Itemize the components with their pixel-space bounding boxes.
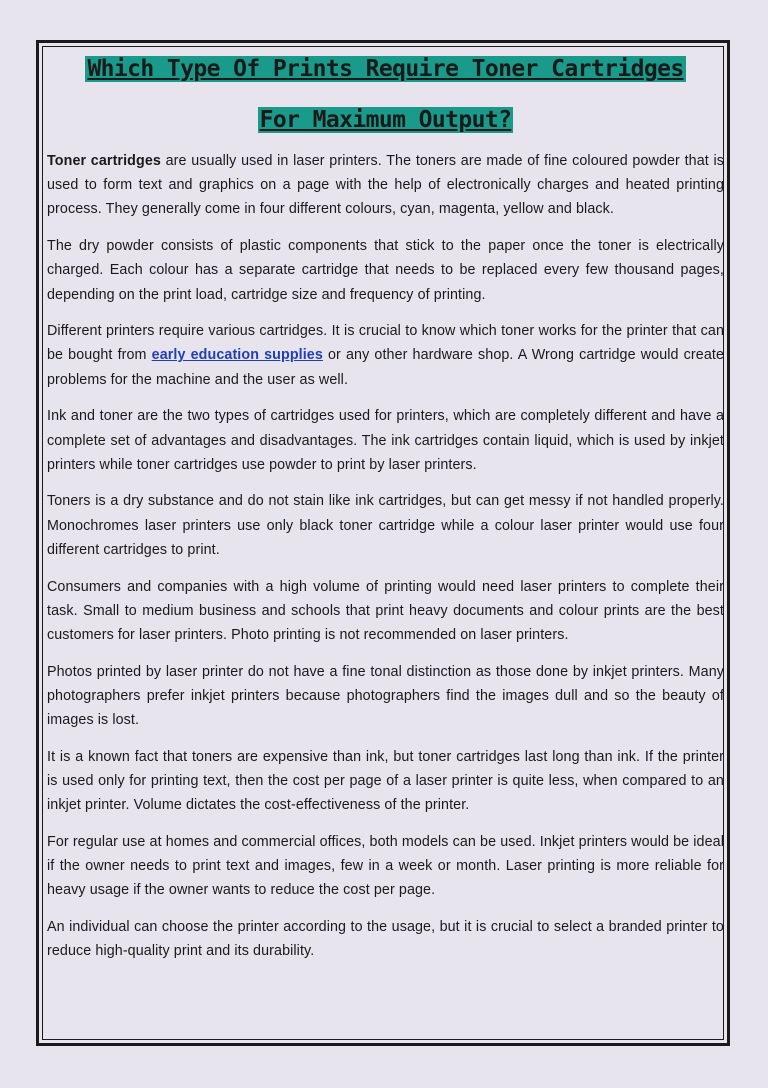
paragraph-6: Consumers and companies with a high volume of printing would need laser printers to complete their task. Small to medium business and schools that print heavy documents and colour prints are the best customers for laser printers. Photo printing is not recommended on laser printers. <box>47 578 724 643</box>
paragraph-10: An individual can choose the printer according to the usage, but it is crucial to select a branded printer to reduce high-quality print and its durability. <box>47 918 724 960</box>
paragraph-4: Ink and toner are the two types of cartridges used for printers, which are completely different and have a complete set of advantages and disadvantages. The ink cartridges contain liquid, which is used by inkjet printers while toner cartridges use powder to print by laser printers. <box>47 408 724 473</box>
paragraph-2: The dry powder consists of plastic components that stick to the paper once the toner is electrically charged. Each colour has a separate cartridge that needs to be replaced every few thousand pages, depending on the print load, cartridge size and frequency of printing. <box>47 238 724 303</box>
paragraph-7: Photos printed by laser printer do not have a fine tonal distinction as those done by inkjet printers. Many photographers prefer inkjet printers because photographers find the images dull and so the beauty of images is lost. <box>47 663 724 729</box>
title-text-2: For Maximum Output? <box>259 107 512 133</box>
paragraph-3-before: Different printers require various cartridges. It is crucial to know which toner works for the printer that can be bought from <box>47 323 724 364</box>
paragraph-1 <box>47 149 724 222</box>
paragraph-9: For regular use at homes and commercial offices, both models can be used. Inkjet printers would be ideal if the owner needs to print text and images, few in a week or month. Laser printing is more reliable for heavy usage if the owner wants to reduce the cost per page. <box>47 833 724 899</box>
paragraph-1-text: are usually used in laser printers. The toners are made of fine coloured powder that is used to form text and graphics on a page with the help of electronically charges and heated printing process. They generally come in four different colours, cyan, magenta, yellow and black. <box>47 153 725 218</box>
paragraph-3 <box>47 319 724 392</box>
document-body <box>47 44 724 963</box>
paragraph-3-after: or any other hardware shop. A Wrong cartridge would create problems for the machine and the user as well. <box>47 347 724 388</box>
early-education-supplies-link[interactable]: early education supplies <box>151 347 323 364</box>
title-line-2 <box>47 103 724 137</box>
title-line-1 <box>47 52 724 86</box>
paragraph-8: It is a known fact that toners are expensive than ink, but toner cartridges last long than ink. If the printer is used only for printing text, then the cost per page of a laser printer is quite less, when compared to an inkjet printer. Volume dictates the cost-effectiveness of the printer. <box>47 748 724 814</box>
paragraph-5: Toners is a dry substance and do not stain like ink cartridges, but can get messy if not handled properly. Monochromes laser printers use only black toner cartridge while a colour laser printer would use four different cartridges to print. <box>47 493 724 558</box>
paragraph-1-lead: Toner cartridges <box>47 153 161 169</box>
title-text-1: Which Type Of Prints Require Toner Cartridges <box>87 56 684 82</box>
